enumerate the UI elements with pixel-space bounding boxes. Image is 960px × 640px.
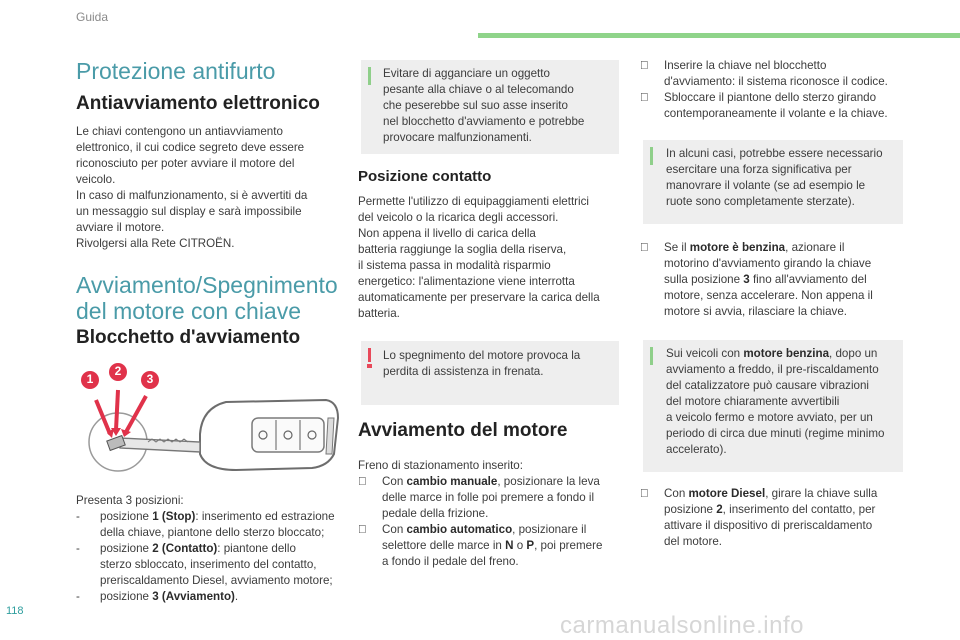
page-number: 118 [6,605,24,617]
callout-1: 1 [86,372,94,386]
callout-3: 3 [146,372,154,386]
step-motore-diesel: Con motore Diesel, girare la chiave sulla posizione 2, inserimento del contatto, per attivare il dispositivo di preriscaldamento del motore. [664,487,878,548]
warning-marker [368,348,371,362]
subtitle-antiavviamento: Antiavviamento elettronico [76,93,320,114]
key-blade [120,438,200,452]
positions-list: Presenta 3 posizioni: - posizione 1 (Stop): inserimento ed estrazione della chiave, piantone dello sterzo bloccato; - posizione 2 (Contatto): piantone dello sterzo sbloccato, inserimento del contatto, preriscaldamento Diesel, avviamento motore; - posizione 3 (Avviamento). [76,493,351,605]
header-accent-bar [478,33,960,38]
step-cambio-automatico: Con cambio automatico, posizionare il [382,523,587,536]
position-1-item: - posizione 1 (Stop): inserimento ed estrazione [76,510,335,523]
ignition-key-illustration [76,362,346,480]
avviamento-steps: Freno di stazionamento inserito: Con cambio manuale, posizionare la leva delle marce in folle poi premere a fondo il pedale della frizione. Con cambio automatico, posizionare il selettore delle marce in N o P, poi premere a fondo il pedale del freno. [358,458,626,570]
step-sbloccare-piantone: Sbloccare il piantone dello sterzo girando [664,91,877,104]
position-3-item: - posizione 3 (Avviamento). [76,590,239,603]
info-note-catalizzatore-text: Sui veicoli con motore benzina, dopo un avviamento a freddo, il pre-riscaldamento del catalizzatore può causare vibrazioni del motore chiaramente avvertibili a veicolo fermo e motore avviato, per un periodo di circa due minuti (regime minimo accelerato). [666,347,885,456]
info-note-volante-text: In alcuni casi, potrebbe essere necessario esercitare una forza significativa per manovrare il volante (se ad esempio le ruote sono completamente sterzate). [666,147,883,208]
step-inserire-chiave: Inserire la chiave nel blocchetto [664,59,827,72]
info-marker [650,347,653,365]
subtitle-posizione-contatto: Posizione contatto [358,168,492,185]
step-cambio-manuale: Con cambio manuale, posizionare la leva [382,475,600,488]
paragraph-contatto: Permette l'utilizzo di equipaggiamenti elettrici del veicolo o la ricarica degli accessori. Non appena il livello di carica della batteria raggiunge la soglia della riserva, il sistema passa in modalità risparmio energetico: l'alimentazione viene interrotta automaticamente per preservare la carica della batteria. [358,195,600,320]
warning-note-frenata-text: Lo spegnimento del motore provoca la perdita di assistenza in frenata. [383,349,581,378]
subtitle-blocchetto: Blocchetto d'avviamento [76,327,301,348]
title-avviamento-spegnimento: Avviamento/Spegnimento del motore con chiave [76,272,338,324]
callout-2: 2 [114,364,122,378]
info-marker [650,147,653,165]
header-section-label: Guida [76,10,109,24]
watermark: carmanualsonline.info [560,612,804,639]
step-motore-benzina: Se il motore è benzina, azionare il motorino d'avviamento girando la chiave sulla posizione 3 fino all'avviamento del motore, senza accelerare. Non appena il motore si avvia, rilasciare la chiave. [664,241,873,318]
info-marker [368,67,371,85]
info-note-aggancio-text: Evitare di agganciare un oggetto pesante alla chiave o al telecomando che peserebbe sul suo asse inserito nel blocchetto d'avviamento e potrebbe provocare malfunzionamenti. [383,67,585,144]
position-2-item: - posizione 2 (Contatto): piantone dello [76,542,296,555]
paragraph-antiavviamento: Le chiavi contengono un antiavviamento elettronico, il cui codice segreto deve essere riconosciuto per poter avviare il motore del veicolo. In caso di malfunzionamento, si è avvertiti da un messaggio sul display e sarà impossibile avviare il motore. Rivolgersi alla Rete CITROËN. [76,125,308,250]
title-protezione: Protezione antifurto [76,58,276,84]
steps-chiave: Inserire la chiave nel blocchetto d'avviamento: il sistema riconosce il codice. Sbloccare il piantone dello sterzo girando contemporaneamente il volante e la chiave. [640,58,910,122]
title-avviamento-motore: Avviamento del motore [358,420,568,441]
